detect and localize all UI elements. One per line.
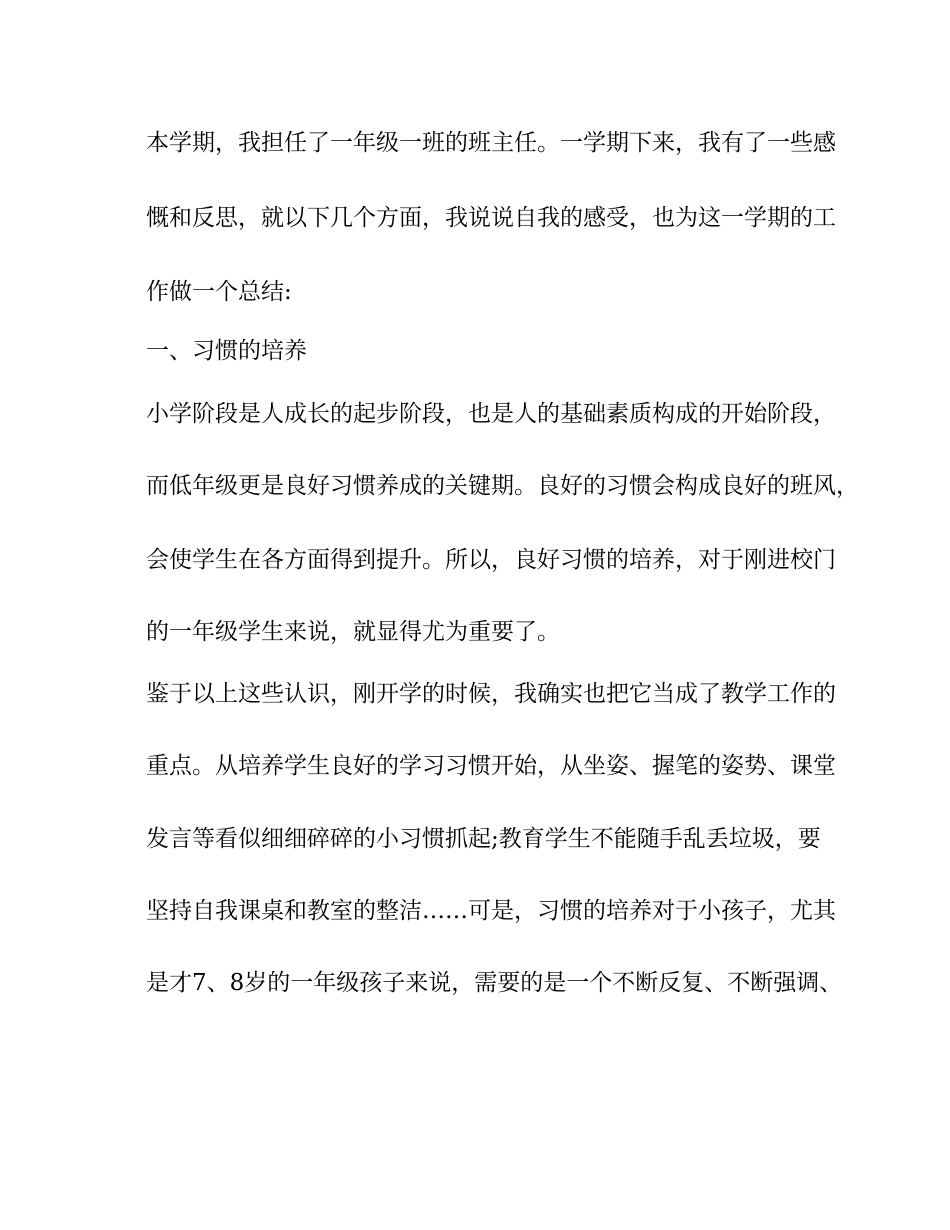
text-line: 是才7、8岁的一年级孩子来说，需要的是一个不断反复、不断强调、 [146,970,843,996]
text-line: 小学阶段是人成长的起步阶段，也是人的基础素质构成的开始阶段， [146,401,836,427]
text-line: 坚持自我课桌和教室的整洁……可是，习惯的培养对于小孩子，尤其 [146,898,836,924]
text-line: 作做一个总结: [146,279,292,305]
text-line: 而低年级更是良好习惯养成的关键期。良好的习惯会构成良好的班风， [146,473,859,499]
text-line: 鉴于以上这些认识，刚开学的时候，我确实也把它当成了教学工作的 [146,681,836,707]
section-heading: 一、习惯的培养 [146,338,307,364]
text-line: 本学期，我担任了一年级一班的班主任。一学期下来，我有了一些感 [146,130,836,156]
text-line: 重点。从培养学生良好的学习习惯开始，从坐姿、握笔的姿势、课堂 [146,753,836,779]
text-line: 慨和反思，就以下几个方面，我说说自我的感受，也为这一学期的工 [146,205,836,231]
text-line: 会使学生在各方面得到提升。所以，良好习惯的培养，对于刚进校门 [146,547,836,573]
text-line: 发言等看似细细碎碎的小习惯抓起;教育学生不能随手乱丢垃圾，要 [146,826,821,852]
text-line: 的一年级学生来说，就显得尤为重要了。 [146,619,560,645]
